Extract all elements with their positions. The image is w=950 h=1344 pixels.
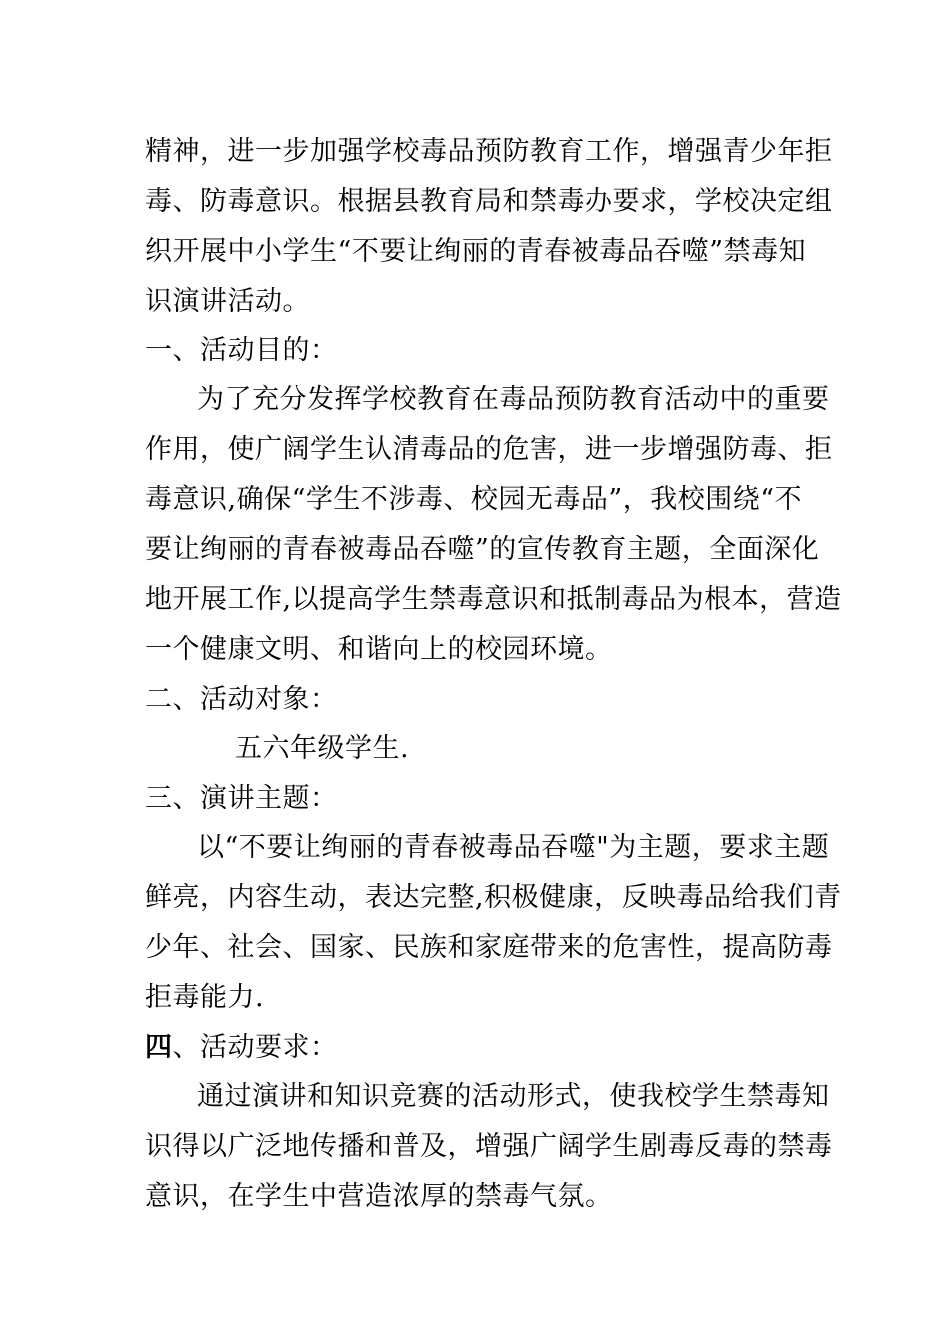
intro-line-1: 精神，进一步加强学校毒品预防教育工作，增强青少年拒 bbox=[145, 136, 833, 167]
section1-line-5: 地开展工作,以提高学生禁毒意识和抵制毒品为根本，营造 bbox=[145, 584, 842, 615]
section2-heading: 二、活动对象： bbox=[145, 684, 338, 715]
intro-line-4: 识演讲活动。 bbox=[145, 286, 310, 317]
section3-line-1: 以“不要让绚丽的青春被毒品吞噬"为主题，要求主题 bbox=[197, 832, 830, 863]
section3-line-2: 鲜亮，内容生动，表达完整,积极健康，反映毒品给我们青 bbox=[145, 882, 842, 913]
section1-line-3: 毒意识,确保“学生不涉毒、校园无毒品”，我校围绕“不 bbox=[145, 484, 802, 515]
section1-line-1: 为了充分发挥学校教育在毒品预防教育活动中的重要 bbox=[197, 384, 830, 415]
section4-line-2: 识得以广泛地传播和普及，增强广阔学生剧毒反毒的禁毒 bbox=[145, 1131, 833, 1162]
section4-line-1: 通过演讲和知识竞赛的活动形式，使我校学生禁毒知 bbox=[197, 1081, 830, 1112]
section4-heading-number: 四 bbox=[145, 1032, 173, 1063]
section2-line-1: 五六年级学生. bbox=[235, 733, 410, 764]
section1-line-6: 一个健康文明、和谐向上的校园环境。 bbox=[145, 634, 613, 665]
section3-line-3: 少年、社会、国家、民族和家庭带来的危害性，提高防毒 bbox=[145, 932, 833, 963]
intro-line-3: 织开展中小学生“不要让绚丽的青春被毒品吞噬”禁毒知 bbox=[145, 236, 807, 267]
section1-heading: 一、活动目的： bbox=[145, 335, 338, 366]
intro-line-2: 毒、防毒意识。根据县教育局和禁毒办要求，学校决定组 bbox=[145, 186, 833, 217]
section1-line-2: 作用，使广阔学生认清毒品的危害，进一步增强防毒、拒 bbox=[145, 434, 833, 465]
section3-line-4: 拒毒能力. bbox=[145, 982, 265, 1013]
section3-heading: 三、演讲主题： bbox=[145, 783, 338, 814]
section4-line-3: 意识，在学生中营造浓厚的禁毒气氛。 bbox=[145, 1181, 613, 1212]
section1-line-4: 要让绚丽的青春被毒品吞噬”的宣传教育主题，全面深化 bbox=[145, 534, 820, 565]
section4-heading-text: 、活动要求： bbox=[172, 1032, 338, 1063]
section4-heading bbox=[145, 1032, 338, 1064]
